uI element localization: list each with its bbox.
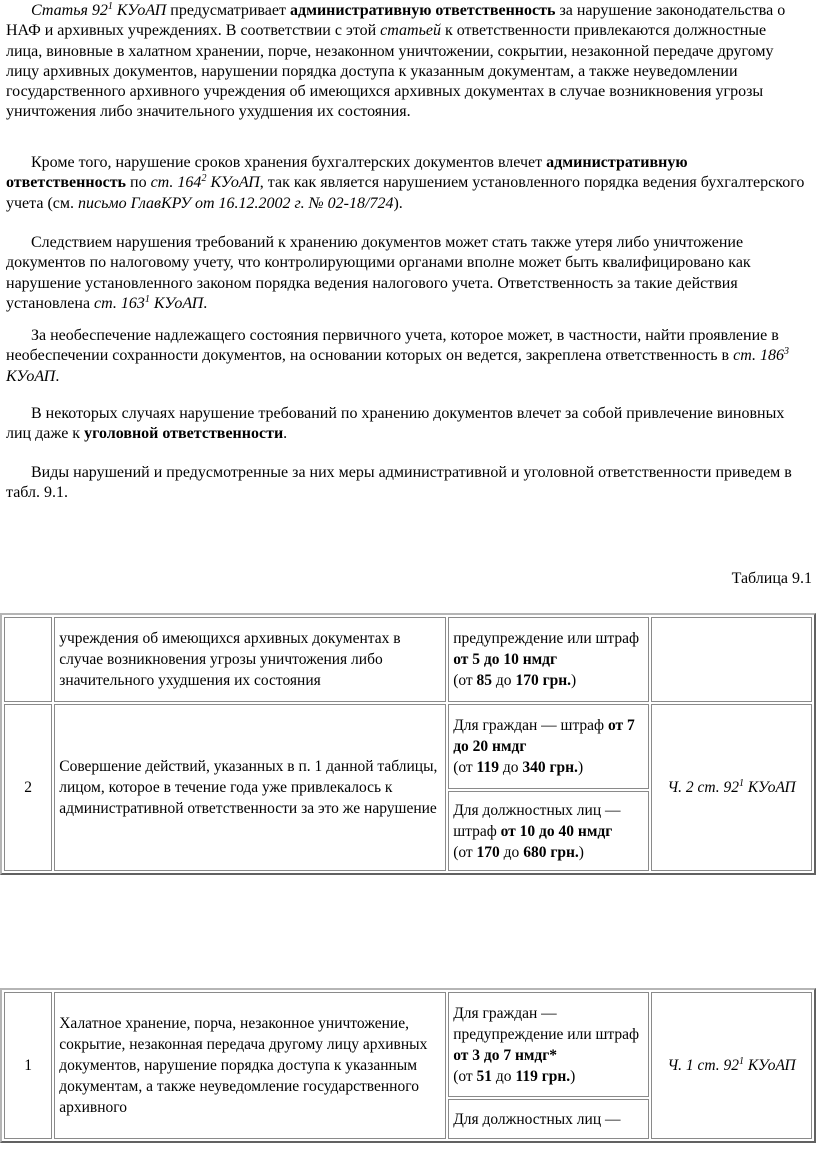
article-ref: ст. $164^2$ КУоАП (150, 173, 260, 192)
table-caption: Таблица 9.1 (731, 570, 812, 587)
penalty-officials: Для должностных лиц — (448, 1099, 649, 1139)
row-number-cell (4, 617, 52, 702)
paragraph-4: За необеспечение надлежащего состояния первичного учета, которое может, в частности, найти проявление в необеспечении сохранности документов, на основании которых он ведется, закреплена ответственность в ст. $186^3$ КУоАП. (6, 327, 789, 385)
violation-description: учреждения об имеющихся архивных документах в случае возникновения угрозы уничтожения либо значительного ухудшения их состояния (54, 617, 446, 702)
penalty-citizens: Для граждан — штраф от 7 до 20 нмдг (от 119 до 340 грн.) (448, 704, 649, 789)
article-ref: ст. $186^3$ КУоАП (6, 346, 789, 385)
penalties-table-part-a (0, 613, 816, 875)
violation-description: Халатное хранение, порча, незаконное уничтожение, сокрытие, незаконная передача другому лицу архивных документов, нарушение порядка доступа к указанным документам, а также неуведомление государственного архивного (54, 992, 446, 1139)
table-row (4, 704, 812, 789)
penalties-table-part-b (0, 988, 816, 1143)
legal-reference: Ч. 1 ст. $92^1$ КУоАП (651, 992, 812, 1139)
paragraph-5: В некоторых случаях нарушение требований по хранению документов влечет за собой привлечение виновных лиц даже к уголовной ответственности. (6, 405, 785, 443)
row-number: 1 (4, 992, 52, 1139)
penalty-citizens: Для граждан — предупреждение или штраф от 3 до 7 нмдг* (от 51 до 119 грн.) (448, 992, 649, 1097)
penalty-cell: предупреждение или штраф от 5 до 10 нмдг (от 85 до 170 грн.) (448, 617, 649, 702)
article-ref: ст. $163^1$ КУоАП (94, 293, 204, 312)
paragraph-1: Статья $92^1$ КУоАП предусматривает административную ответственность за нарушение законодательства о НАФ и архивных учреждениях. В соответствии с этой статьей к ответственности привлекаются должностные лица, виновные в халатном хранении, порче, незаконном уничтожении, сокрытии, незаконной передаче другому лицу архивных документов, нарушении порядка доступа к указанным документам, а также неуведомлении государственного архивного учреждения об имеющихся архивных документах в случае возникновения угрозы уничтожения либо значительного ухудшения их состояния. (6, 1, 786, 121)
row-number: 2 (4, 704, 52, 871)
legal-reference: Ч. 2 ст. $92^1$ КУоАП (651, 704, 812, 871)
letter-ref: письмо ГлавКРУ от 16.12.2002 г. № 02-18/724 (78, 194, 394, 212)
table-row (4, 992, 812, 1097)
violation-description: Совершение действий, указанных в п. 1 данной таблицы, лицом, которое в течение года уже привлекалось к административной ответственности за это же нарушение (54, 704, 446, 871)
penalty-officials: Для должностных лиц — штраф от 10 до 40 нмдг (от 170 до 680 грн.) (448, 791, 649, 871)
paragraph-3: Следствием нарушения требований к хранению документов может стать также утеря либо уничтожение документов по налоговому учету, что контролирующими органами вполне может быть квалифицировано как нарушение установленного законом порядка ведения налогового учета. Ответственность за такие действия установлена ст. $163^1$ КУоАП. (6, 234, 751, 312)
article-ref: Статья $92^1$ КУоАП (31, 1, 167, 19)
reference-cell (651, 617, 812, 702)
paragraph-2: Кроме того, нарушение сроков хранения бухгалтерских документов влечет административную ответственность по ст. $164^2$ КУоАП, так как является нарушением установленного порядка ведения бухгалтерского учета (см. письмо ГлавКРУ от 16.12.2002 г. № 02-18/724). (6, 154, 805, 212)
paragraph-6: Виды нарушений и предусмотренные за них меры административной и уголовной ответственности приведем в табл. 9.1. (6, 464, 792, 502)
table-row (4, 617, 812, 702)
